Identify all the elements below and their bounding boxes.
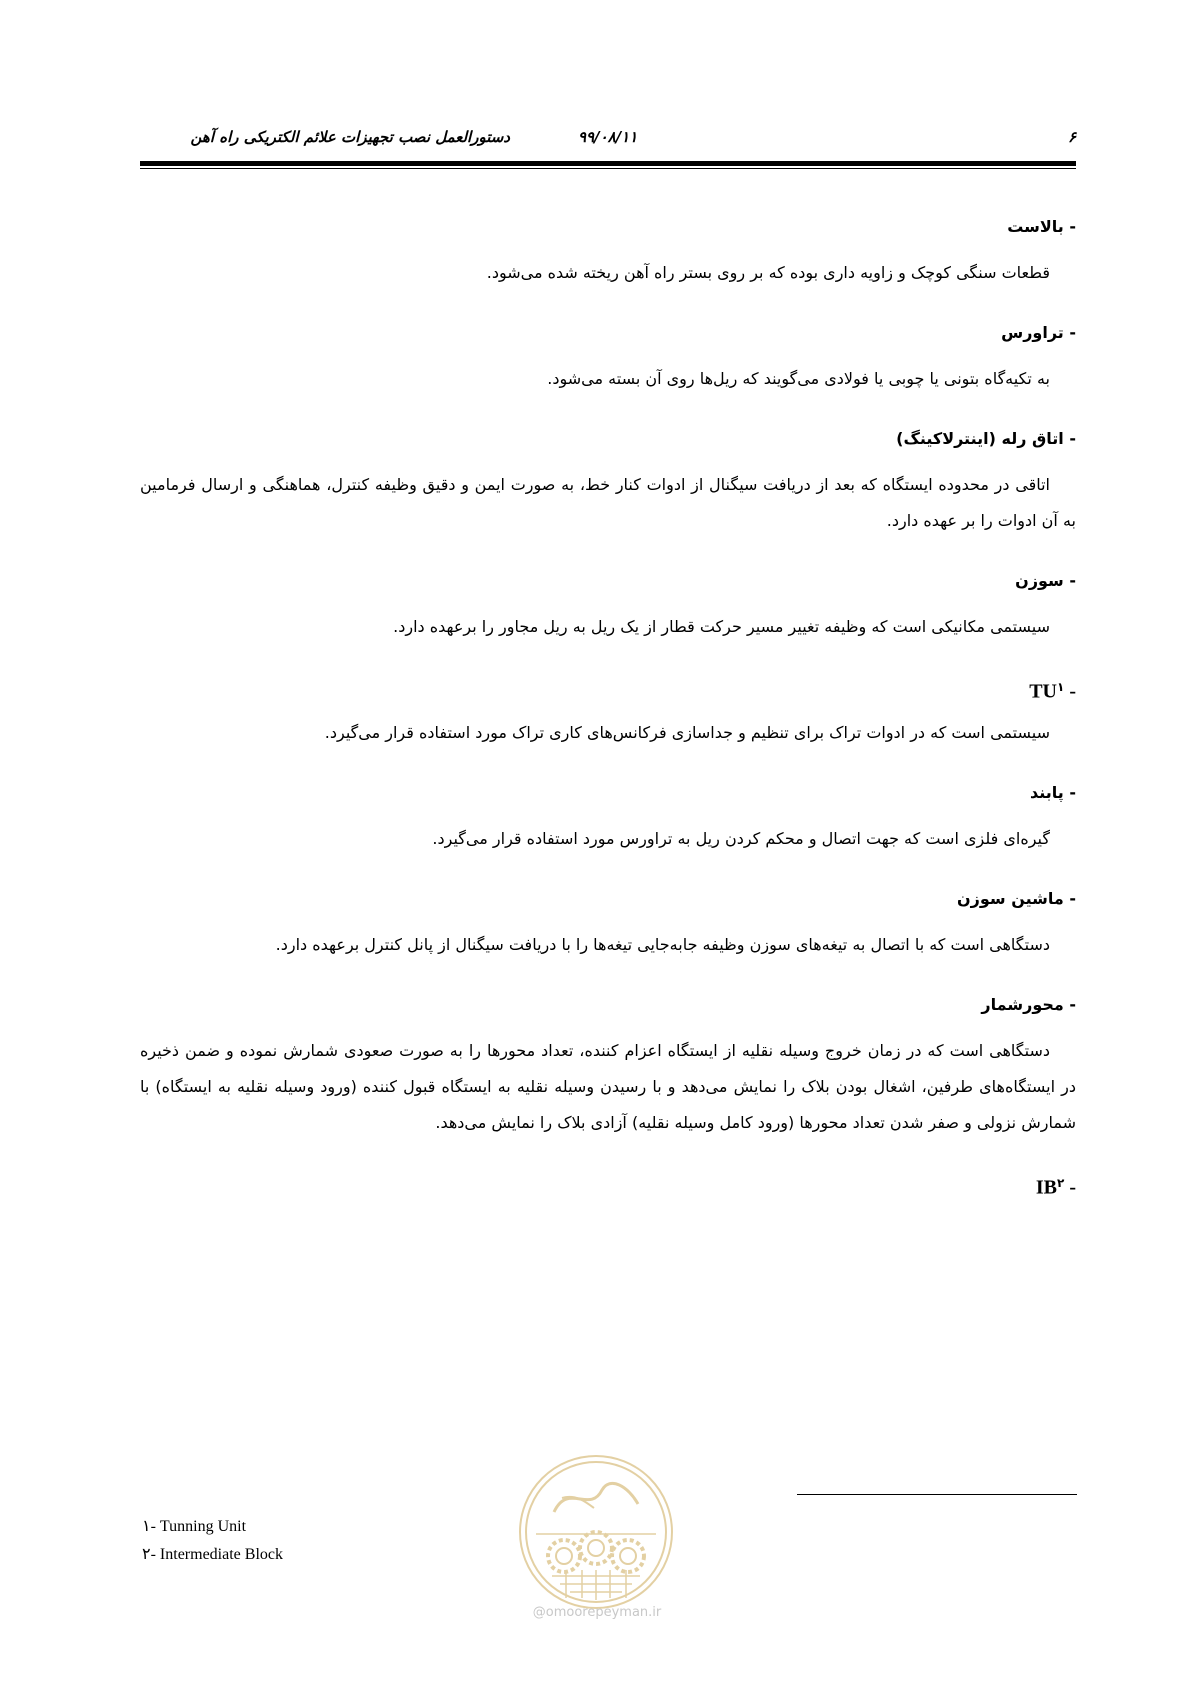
term-heading: - TU — [1029, 680, 1076, 703]
section-relay-room — [140, 427, 1076, 539]
watermark-url: @omoorepeyman.ir — [532, 1605, 662, 1620]
footnote-1: ۱- Tunning Unit — [142, 1518, 247, 1535]
section-tu — [140, 675, 1076, 751]
term-heading: - پابند — [1029, 783, 1076, 802]
glossary-body — [140, 215, 1076, 1199]
term-heading: - محورشمار — [981, 995, 1076, 1014]
footnotes — [142, 1513, 283, 1569]
term-heading: - اتاق رله (اینترلاکینگ) — [896, 429, 1076, 448]
section-point-machine — [140, 887, 1076, 963]
term-definition: سیستمی مکانیکی است که وظیفه تغییر مسیر حرکت قطار از یک ریل به ریل مجاور را برعهده دارد. — [393, 617, 1050, 636]
header-rule-thick — [140, 161, 1076, 166]
section-ib — [140, 1171, 1076, 1199]
term-heading: - IB — [1035, 1176, 1076, 1199]
footnote-separator — [797, 1494, 1077, 1495]
footnote-2: ۲- Intermediate Block — [142, 1546, 283, 1563]
term-heading: - تراورس — [1001, 323, 1076, 342]
footnote-ref: ۱ — [1057, 680, 1065, 694]
page-header — [140, 128, 1076, 152]
term-definition: سیستمی است که در ادوات تراک برای تنظیم و جداسازی فرکانس‌های کاری تراک مورد استفاده قرار می‌گیرد. — [324, 723, 1050, 742]
section-sleeper — [140, 321, 1076, 397]
term-heading: - سوزن — [1015, 571, 1076, 590]
term-heading-tu — [140, 675, 1076, 703]
term-heading-ib — [140, 1171, 1076, 1199]
term-definition: اتاقی در محدوده ایستگاه که بعد از دریافت سیگنال از ادوات کنار خط، به صورت ایمن و دقیق وظیفه کنترل، هماهنگی و ارسال فرمامین به آن ادوات را بر عهده دارد. — [140, 475, 1076, 530]
header-rule-thin — [140, 168, 1076, 169]
term-heading: - بالاست — [1007, 217, 1076, 236]
term-definition: به تکیه‌گاه بتونی یا چوبی یا فولادی می‌گویند که ریل‌ها روی آن بسته می‌شود. — [547, 369, 1050, 388]
term-definition: گیره‌ای فلزی است که جهت اتصال و محکم کردن ریل به تراورس مورد استفاده قرار می‌گیرد. — [432, 829, 1050, 848]
term-heading: - ماشین سوزن — [957, 889, 1076, 908]
term-definition: قطعات سنگی کوچک و زاویه داری بوده که بر روی بستر راه آهن ریخته شده می‌شود. — [486, 263, 1050, 282]
page-number: ۶ — [1067, 128, 1076, 146]
section-axle-counter — [140, 993, 1076, 1141]
term-definition: دستگاهی است که با اتصال به تیغه‌های سوزن وظیفه جابه‌جایی تیغه‌ها را با دریافت سیگنال از پانل کنترل برعهده دارد. — [275, 935, 1050, 954]
section-ballast — [140, 215, 1076, 291]
footnote-ref: ۲ — [1057, 1176, 1065, 1190]
section-switch — [140, 569, 1076, 645]
watermark-logo — [516, 1452, 676, 1612]
section-rail-fastener — [140, 781, 1076, 857]
header-date: ۹۹/۰۸/۱۱ — [578, 128, 638, 146]
header-title: دستورالعمل نصب تجهیزات علائم الکتریکی راه آهن — [190, 128, 510, 146]
term-definition: دستگاهی است که در زمان خروج وسیله نقلیه از ایستگاه اعزام کننده، تعداد محورها را به صورت صعودی شمارش نموده و ضمن ذخیره در ایستگاه‌های طرفین، اشغال بودن بلاک را نمایش می‌دهد و با رسیدن وسیله نقلیه به ایستگاه قبول کننده (ورود وسیله نقلیه به ایستگاه) با شمارش نزولی و صفر شدن تعداد محورها (ورود کامل وسیله نقلیه) آزادی بلاک را نمایش می‌دهد. — [140, 1041, 1076, 1132]
